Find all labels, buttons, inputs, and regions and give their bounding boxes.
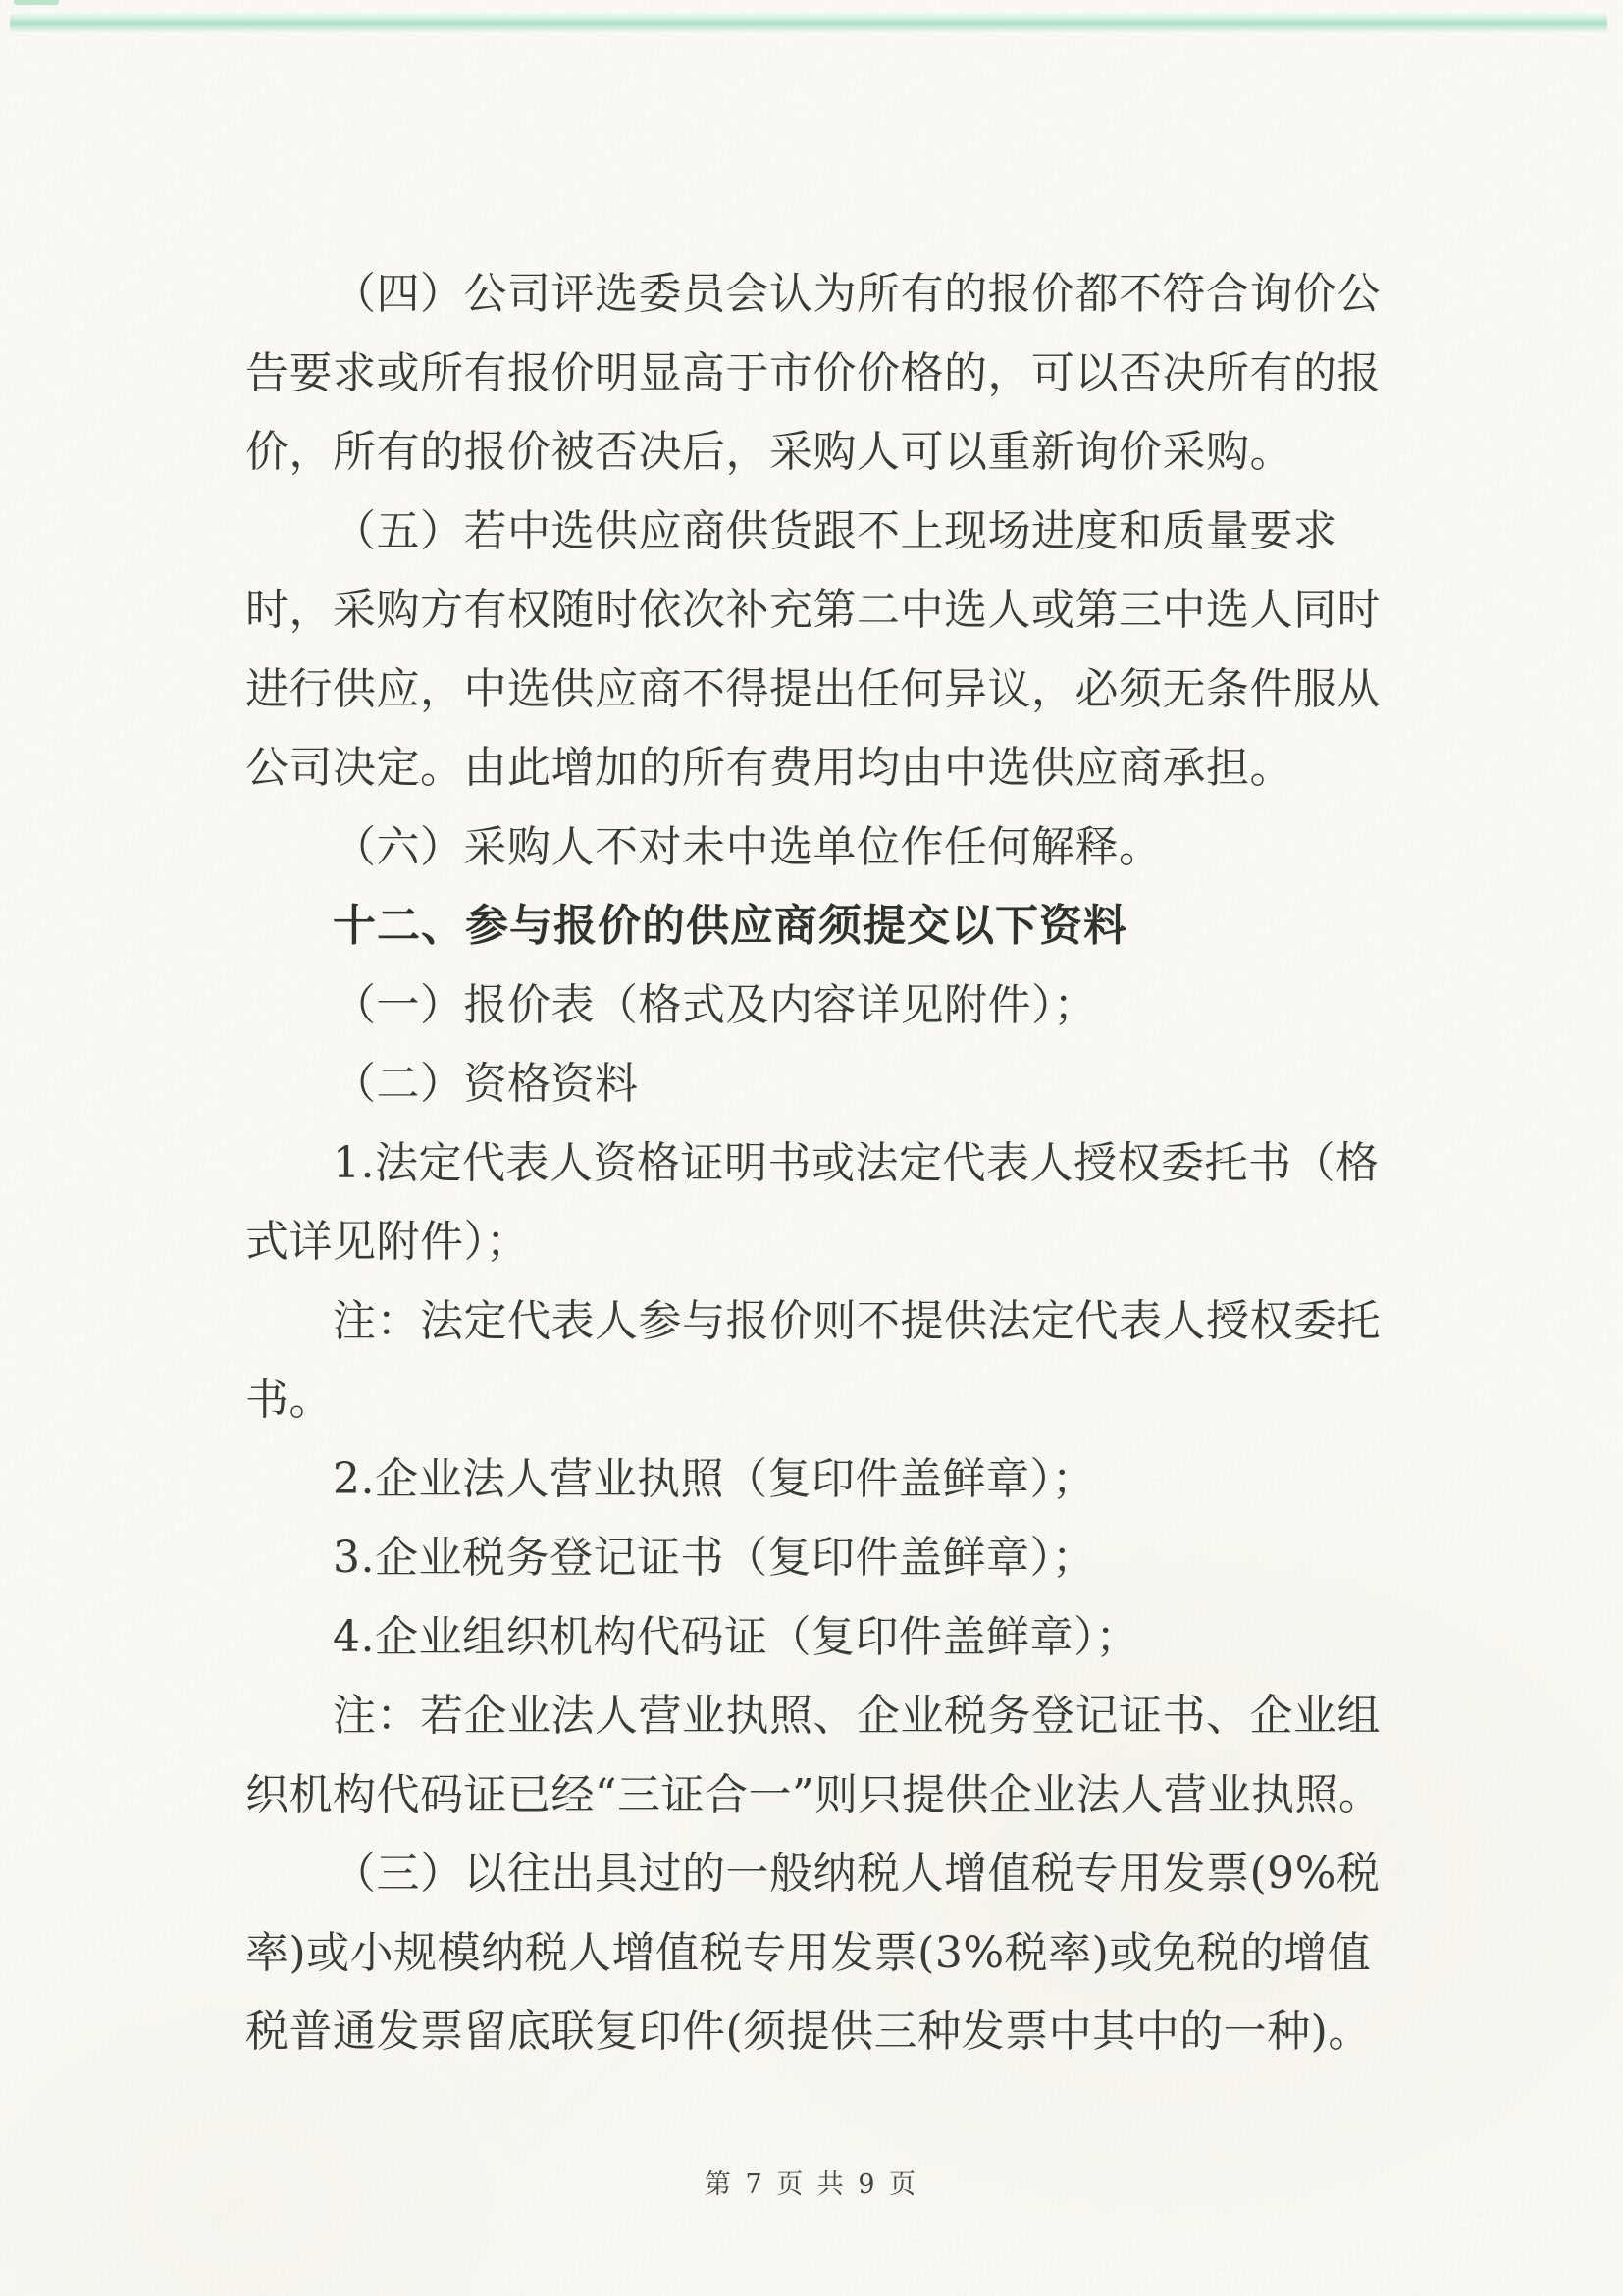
- scan-corner-artifact: [14, 0, 59, 5]
- document-line: 价，所有的报价被否决后，采购人可以重新询价采购。: [245, 427, 1293, 477]
- document-line: （四）公司评选委员会认为所有的报价都不符合询价公: [333, 269, 1381, 319]
- document-line: （六）采购人不对未中选单位作任何解释。: [333, 821, 1163, 872]
- document-line: （二）资格资料: [333, 1059, 639, 1109]
- document-line: 书。: [245, 1375, 333, 1425]
- document-line: 告要求或所有报价明显高于市价价格的，可以否决所有的报: [245, 347, 1381, 398]
- document-line: 税普通发票留底联复印件(须提供三种发票中其中的一种)。: [245, 2007, 1372, 2057]
- page-number-footer: 第 7 页 共 9 页: [704, 2169, 919, 2200]
- document-body: [245, 255, 1398, 2072]
- document-line: 公司决定。由此增加的所有费用均由中选供应商承担。: [245, 743, 1293, 793]
- document-line: （一）报价表（格式及内容详见附件）；: [333, 979, 1097, 1030]
- document-line: 注：法定代表人参与报价则不提供法定代表人授权委托: [333, 1295, 1381, 1346]
- document-line: 时，采购方有权随时依次补充第二中选人或第三中选人同时: [245, 585, 1381, 635]
- section-heading: 十二、参与报价的供应商须提交以下资料: [333, 901, 1127, 951]
- scan-top-edge-artifact: [10, 13, 1607, 32]
- document-line: 进行供应，中选供应商不得提出任何异议，必须无条件服从: [245, 663, 1381, 714]
- document-line: 注：若企业法人营业执照、企业税务登记证书、企业组: [333, 1691, 1381, 1741]
- document-line: 式详见附件）；: [245, 1217, 530, 1267]
- document-line: 3.企业税务登记证书（复印件盖鲜章）；: [333, 1533, 1096, 1583]
- document-line: 2.企业法人营业执照（复印件盖鲜章）；: [333, 1453, 1096, 1504]
- document-line: 4.企业组织机构代码证（复印件盖鲜章）；: [333, 1611, 1139, 1662]
- document-line: 1.法定代表人资格证明书或法定代表人授权委托书（格: [333, 1137, 1380, 1188]
- document-line: （五）若中选供应商供货跟不上现场进度和质量要求: [333, 505, 1337, 556]
- document-line: 率)或小规模纳税人增值税专用发票(3%税率)或免税的增值: [245, 1927, 1372, 1978]
- document-line: （三）以往出具过的一般纳税人增值税专用发票(9%税: [333, 1849, 1381, 1899]
- document-line: 织机构代码证已经“三证合一”则只提供企业法人营业执照。: [245, 1769, 1383, 1820]
